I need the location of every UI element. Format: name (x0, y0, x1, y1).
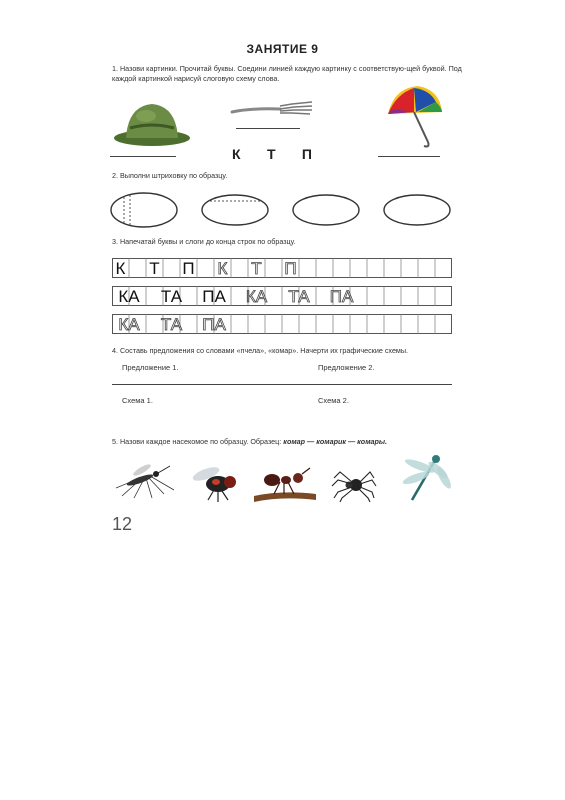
task-3-instruction: 3. Напечатай буквы и слоги до конца строк по образцу. (112, 237, 296, 246)
hat-picture (112, 98, 192, 148)
copy-grid-row-3 (112, 314, 452, 334)
copy-grid-row-1 (112, 258, 452, 278)
grid-sample-3-1: КА (118, 315, 140, 334)
scheme-1-label: Схема 1. (122, 396, 153, 405)
answer-line-umbrella (378, 156, 440, 157)
letters-row (232, 146, 312, 162)
scheme-2-label: Схема 2. (318, 396, 349, 405)
grid-sample-1-4: К (217, 259, 228, 278)
sentence-2-label: Предложение 2. (318, 363, 375, 372)
spider-picture (332, 468, 376, 502)
sentence-1-label: Предложение 1. (122, 363, 179, 372)
task-4-instruction: 4. Составь предложения со словами «пчела», «комар». Начерти их графические схемы. (112, 346, 409, 355)
mosquito-picture (112, 460, 178, 500)
task-1-instruction: 1. Назови картинки. Прочитай буквы. Соедини линией каждую картинку с соответствую-щей буквой. Под каждой картинкой нарисуй слоговую схему слова. (112, 64, 462, 83)
dragonfly-picture (398, 452, 452, 504)
grid-sample-1-2: Т (149, 259, 160, 278)
answer-line-hat (110, 156, 176, 157)
grid-sample-1-5: Т (251, 259, 262, 278)
grid-sample-3-2: ТА (160, 315, 183, 334)
sentence-line (112, 384, 452, 385)
fork-picture (230, 98, 314, 118)
task-5-instruction (112, 437, 387, 447)
letter-t: Т (266, 146, 276, 162)
copy-grid-row-2 (112, 286, 452, 306)
task-5-text: 5. Назови каждое насекомое по образцу. Образец: (112, 437, 282, 446)
letter-k: К (232, 146, 241, 162)
grid-sample-2-6: ПА (329, 287, 354, 306)
letter-p: П (301, 146, 312, 162)
answer-line-fork (236, 128, 300, 129)
task-5-example: комар — комарик — комары. (283, 437, 388, 446)
grid-sample-2-2: ТА (160, 287, 183, 306)
grid-sample-1-3: П (182, 259, 195, 278)
ant-picture (252, 464, 318, 502)
grid-sample-1-1: К (115, 259, 126, 278)
page-number: 12 (112, 514, 133, 534)
task-2-instruction: 2. Выполни штриховку по образцу. (112, 171, 228, 180)
grid-sample-3-3: ПА (202, 315, 226, 334)
hatching-ovals (110, 190, 455, 230)
umbrella-picture (384, 82, 446, 148)
grid-sample-2-1: КА (118, 287, 140, 306)
grid-sample-2-3: ПА (202, 287, 226, 306)
page-title: ЗАНЯТИЕ 9 (246, 42, 319, 56)
grid-sample-2-5: ТА (288, 287, 310, 306)
grid-sample-2-4: КА (245, 287, 268, 306)
grid-sample-1-6: П (284, 259, 297, 278)
fly-picture (188, 458, 244, 502)
